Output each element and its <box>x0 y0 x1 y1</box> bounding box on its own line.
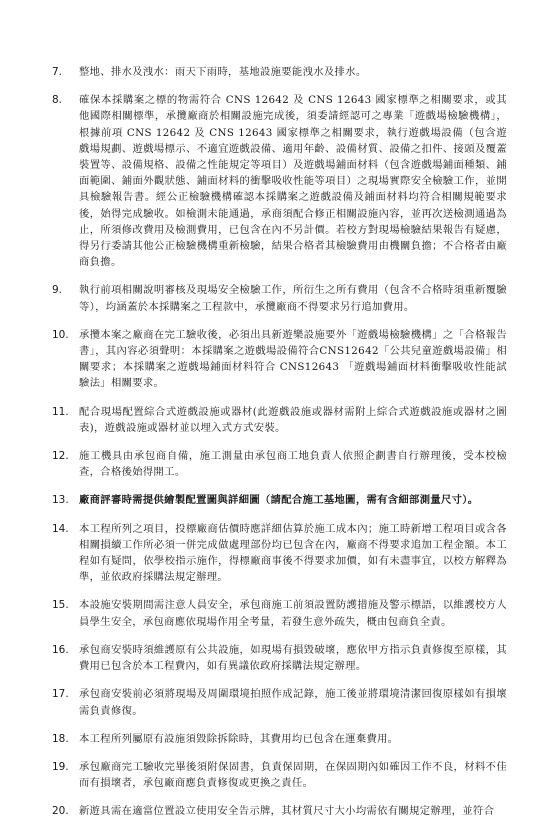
list-item <box>52 64 507 80</box>
item-number: 16. <box>52 643 69 656</box>
item-text: 確保本採購案之標的物需符合 CNS 12642 及 CNS 12643 國家標準之相關要求，或其他國際相關標準，承攬廠商於相關設施完成後，須委請經認可之專業「遊戲場檢驗機構」，根據前項 CNS 12642 及 CNS 12643 國家標準之相關要求，執行遊戲場設備（包含遊戲場規劃、遊戲場標示、不適宜遊戲設備、適用年齡、設備材質、設備之扣件、接頭及覆蓋裝置等、設備規格、設備之性能規定等項目）及遊戲場鋪面材料（包含遊戲場鋪面種類、鋪面範圍、鋪面外觀狀態、鋪面材料的衝擊吸收性能等項目）之現場實際安全檢驗工作，並開具檢驗報告書。經公正檢驗機構確認本採購案之遊戲設備及鋪面材料均符合相關規範要求後，始得完成驗收。如檢測未能通過，承商須配合修正相關設施內容，並再次送檢測通過為止，所須修改費用及檢測費用，已包含在內不另計價。若校方對現場檢驗結果報告有疑慮，得另行委請其他公正檢驗機構重新檢驗，結果合格者其檢驗費用由機關負擔；不合格者由廠商負擔。 <box>79 94 507 269</box>
item-text: 配合現場配置綜合式遊戲設施或器材(此遊戲設施或器材需附上綜合式遊戲設施或器材之圖表)，遊戲設施或器材並以埋入式方式安裝。 <box>79 405 507 434</box>
item-text: 執行前項相關說明審核及現場安全檢驗工作，所衍生之所有費用（包含不合格時須重新覆驗等），均涵蓋於本採購案之工程款中，承攬廠商不得要求另行追加費用。 <box>79 284 507 313</box>
item-number: 19. <box>52 760 69 773</box>
list-item-emphasized <box>52 492 507 508</box>
list-item <box>52 731 507 747</box>
list-item <box>52 759 507 791</box>
item-text: 廠商評審時需提供繪製配置圖與詳細圖（請配合施工基地圖，需有含細部測量尺寸）。 <box>79 494 479 507</box>
item-text: 整地、排水及洩水：雨天下雨時，基地設施要能洩水及排水。 <box>79 66 367 78</box>
list-item <box>52 686 507 718</box>
item-number: 17. <box>52 688 69 701</box>
item-number: 13. <box>52 494 69 507</box>
list-item <box>52 282 507 314</box>
item-text: 新遊具需在適當位置設立使用安全告示牌，其材質尺寸大小均需依有關規定辦理，並符合 <box>79 805 495 818</box>
list-item <box>52 448 507 480</box>
item-text: 本工程所列屬原有設施須毀除拆除時，其費用均已包含在運棄費用。 <box>79 732 399 745</box>
item-number: 8. <box>52 94 63 107</box>
item-text: 承包商安裝時須維護原有公共設施，如現場有損毀破壞，應依甲方指示負責修復至原樣，其費用已包含於本工程費內，如有異議依政府採購法規定辦理。 <box>79 643 507 673</box>
item-number: 11. <box>52 405 69 418</box>
list-item <box>52 803 507 819</box>
item-text: 承攬本案之廠商在完工驗收後，必須出具新遊樂設施要外「遊戲場檢驗機構」之「合格報告書」，其內容必須聲明：本採購案之遊戲場設備符合CNS12642「公共兒童遊戲場設備」相關要求；本採購案之遊戲場鋪面材料符合 CNS12643 「遊戲場鋪面材料衝擊吸收性能試驗法」相關要求。 <box>79 328 507 390</box>
list-item <box>52 327 507 392</box>
item-text: 本設施安裝期間需注意人員安全，承包商施工前須設置防護措施及警示標語，以維護校方人員學生安全，承包商應依現場作用全考量，若發生意外疏失，概由包商負全責。 <box>79 599 507 628</box>
item-text: 本工程所列之項目，投標廠商估價時應詳細估算於施工成本內；施工時新增工程項目或含各相關損續工作所必須一併完成做處理部份均已包含在內，廠商不得要求追加工程金額。本工程如有疑問，依學校指示施作，得標廠商事後不得要求加價，如有未盡事宜，以校方解釋為準，並依政府採購法規定辦理。 <box>79 522 507 584</box>
list-item <box>52 404 507 436</box>
item-text: 承包商安裝前必須將現場及周圍環境拍照作成記錄，施工後並將環境清潔回復原樣如有損壞需負責修復。 <box>79 688 507 717</box>
item-text: 承包廠商完工驗收完畢後須附保固書，負責保固期，在保固期內如確因工作不良，材料不佳而有損壞者，承包廠商應負責修復或更換之責任。 <box>79 760 507 790</box>
item-text: 施工機具由承包商自備，施工測量由承包商工地負責人依照企劃書自行辦理後，受本校檢查，合格後始得開工。 <box>79 450 507 479</box>
item-number: 7. <box>52 66 63 78</box>
list-item <box>52 92 507 270</box>
item-number: 12. <box>52 450 69 463</box>
list-item <box>52 597 507 629</box>
item-number: 15. <box>52 599 69 612</box>
item-number: 14. <box>52 522 69 535</box>
item-number: 9. <box>52 284 63 297</box>
item-number: 20. <box>52 805 69 818</box>
item-number: 18. <box>52 732 69 745</box>
list-item <box>52 642 507 674</box>
item-number: 10. <box>52 328 69 341</box>
list-item <box>52 521 507 586</box>
